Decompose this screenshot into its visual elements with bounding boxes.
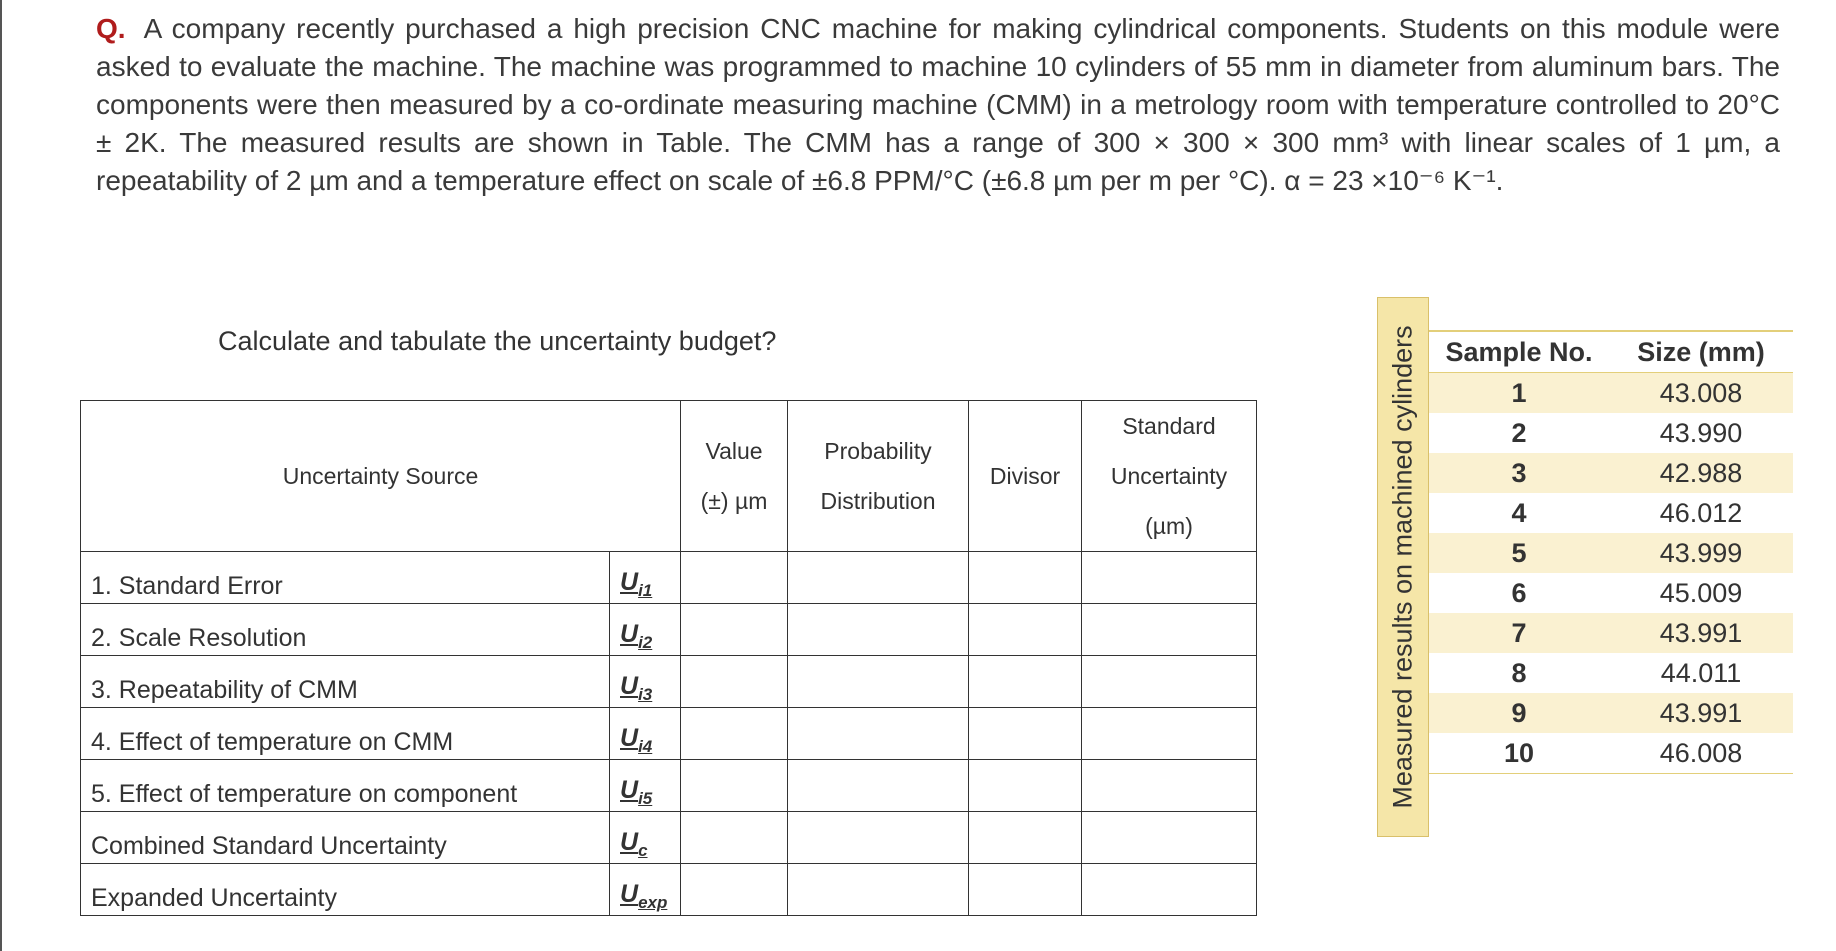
sample-no: 5 (1429, 533, 1609, 573)
sample-size: 44.011 (1660, 657, 1742, 688)
row-label: 2. Scale Resolution (81, 604, 610, 656)
row-symbol: $U_{i5}$ (610, 760, 681, 812)
header-size: Size (mm) (1609, 331, 1793, 373)
sample-row (1429, 733, 1793, 774)
divisor-cell[interactable] (969, 708, 1082, 760)
row-label: 5. Effect of temperature on component (81, 760, 610, 812)
header-value: Value (±) µm (681, 401, 788, 552)
value-cell[interactable] (681, 760, 788, 812)
page-left-border (0, 0, 2, 951)
sample-row (1429, 453, 1793, 493)
divisor-cell[interactable] (969, 656, 1082, 708)
distribution-cell[interactable] (788, 604, 969, 656)
sample-size: 46.008 (1609, 733, 1793, 774)
std-uncertainty-cell[interactable] (1082, 656, 1257, 708)
distribution-cell[interactable] (788, 656, 969, 708)
budget-row-temp-component (81, 760, 1257, 812)
divisor-cell[interactable] (969, 864, 1082, 916)
value-cell[interactable] (681, 812, 788, 864)
sample-no: 10 (1429, 733, 1609, 774)
header-standard-uncertainty: Standard Uncertainty (µm) (1082, 401, 1257, 552)
row-symbol: $U_{i3}$ (610, 656, 681, 708)
sample-no: 4 (1511, 497, 1527, 528)
std-uncertainty-cell[interactable] (1082, 604, 1257, 656)
row-symbol: $U_{i1}$ (610, 552, 681, 604)
row-label: Combined Standard Uncertainty (81, 812, 610, 864)
sample-row (1429, 493, 1793, 533)
sample-size: 42.988 (1609, 453, 1793, 493)
value-cell[interactable] (681, 552, 788, 604)
sample-no: 6 (1511, 577, 1527, 608)
distribution-cell[interactable] (788, 812, 969, 864)
sample-no: 1 (1429, 373, 1609, 414)
sample-row (1429, 533, 1793, 573)
std-uncertainty-cell[interactable] (1082, 760, 1257, 812)
budget-row-scale-resolution (81, 604, 1257, 656)
distribution-cell[interactable] (788, 552, 969, 604)
sample-no: 9 (1429, 693, 1609, 733)
sample-no: 3 (1429, 453, 1609, 493)
header-uncertainty-source: Uncertainty Source (81, 401, 681, 552)
samples-header-row (1429, 331, 1793, 373)
budget-row-temp-cmm (81, 708, 1257, 760)
question-text (96, 10, 1780, 200)
distribution-cell[interactable] (788, 760, 969, 812)
uncertainty-budget-table (80, 400, 1257, 916)
sample-no: 7 (1429, 613, 1609, 653)
value-cell[interactable] (681, 708, 788, 760)
sample-no: 2 (1511, 417, 1527, 448)
sample-size: 45.009 (1659, 577, 1743, 608)
row-symbol: $U_c$ (610, 812, 681, 864)
divisor-cell[interactable] (969, 812, 1082, 864)
sample-size: 43.999 (1609, 533, 1793, 573)
header-sample-no: Sample No. (1429, 331, 1609, 373)
question-label: Q. (96, 13, 126, 44)
value-cell[interactable] (681, 604, 788, 656)
value-cell[interactable] (681, 656, 788, 708)
sample-row (1429, 373, 1793, 414)
budget-row-combined (81, 812, 1257, 864)
std-uncertainty-cell[interactable] (1082, 812, 1257, 864)
sample-size: 43.990 (1659, 417, 1743, 448)
sample-no: 8 (1511, 657, 1527, 688)
row-label: 3. Repeatability of CMM (81, 656, 610, 708)
budget-row-repeatability (81, 656, 1257, 708)
sample-row (1429, 693, 1793, 733)
sample-size: 43.991 (1609, 693, 1793, 733)
row-symbol: $U_{i4}$ (610, 708, 681, 760)
sample-row (1429, 413, 1793, 453)
std-uncertainty-cell[interactable] (1082, 708, 1257, 760)
sample-row (1429, 573, 1793, 613)
row-label: Expanded Uncertainty (81, 864, 610, 916)
budget-row-standard-error (81, 552, 1257, 604)
header-divisor: Divisor (969, 401, 1082, 552)
sample-size: 46.012 (1659, 497, 1743, 528)
task-prompt: Calculate and tabulate the uncertainty budget? (218, 326, 777, 356)
row-label: 1. Standard Error (81, 552, 610, 604)
header-probability-distribution: Probability Distribution (788, 401, 969, 552)
row-label: 4. Effect of temperature on CMM (81, 708, 610, 760)
question-body: A company recently purchased a high precision CNC machine for making cylindrical components. Students on this module were asked to evaluate the machine. The machine was programmed to machine 10 cylinders of 55 mm in diameter from aluminum bars. The components were then measured by a co-ordinate measuring machine (CMM) in a metrology room with temperature controlled to 20°C ± 2K. The measured results are shown in Table. The CMM has a range of 300 × 300 × 300 mm³ with linear scales of 1 µm, a repeatability of 2 µm and a temperature effect on scale of ±6.8 PPM/°C (±6.8 µm per m per °C). α = 23 ×10⁻⁶ K⁻¹. (96, 13, 1780, 196)
std-uncertainty-cell[interactable] (1082, 864, 1257, 916)
std-uncertainty-cell[interactable] (1082, 552, 1257, 604)
sample-size: 43.008 (1609, 373, 1793, 414)
measured-results-table (1429, 330, 1793, 774)
row-symbol: $U_{exp}$ (610, 864, 681, 916)
distribution-cell[interactable] (788, 864, 969, 916)
budget-row-expanded (81, 864, 1257, 916)
divisor-cell[interactable] (969, 604, 1082, 656)
divisor-cell[interactable] (969, 760, 1082, 812)
budget-header-row (81, 401, 1257, 552)
sample-row (1429, 653, 1793, 693)
sample-size: 43.991 (1609, 613, 1793, 653)
value-cell[interactable] (681, 864, 788, 916)
divisor-cell[interactable] (969, 552, 1082, 604)
sample-row (1429, 613, 1793, 653)
samples-side-label: Measured results on machined cylinders (1377, 297, 1429, 837)
distribution-cell[interactable] (788, 708, 969, 760)
row-symbol: $U_{i2}$ (610, 604, 681, 656)
